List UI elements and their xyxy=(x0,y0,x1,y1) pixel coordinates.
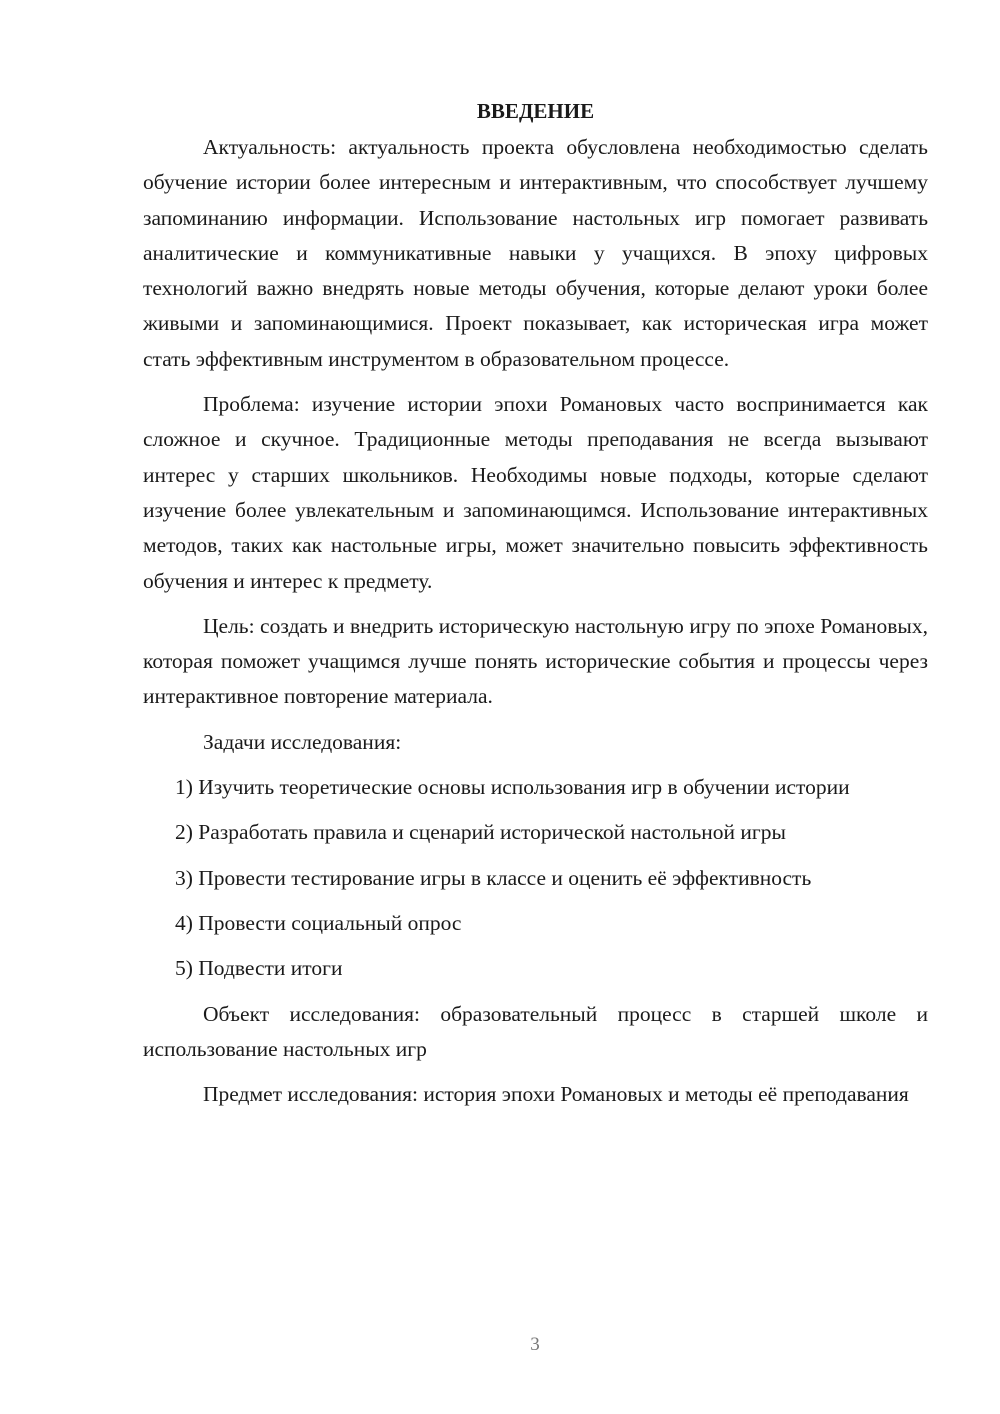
task-item-4: 4) Провести социальный опрос xyxy=(175,910,462,935)
task-item-5: 5) Подвести итоги xyxy=(175,956,343,981)
tasks-title: Задачи исследования: xyxy=(203,729,402,754)
task-item-2: 2) Разработать правила и сценарий исторической настольной игры xyxy=(175,820,786,845)
document-page xyxy=(143,96,928,1112)
paragraph-problem: Проблема: изучение истории эпохи Романовых часто воспринимается как сложное и скучное. Традиционные методы преподавания не всегда вызывают интерес у старших школьников. Необходимы новые подходы, которые сделают изучение более увлекательным и запоминающимся. Использование интерактивных методов, таких как настольные игры, может значительно повысить эффективность обучения и интерес к предмету. xyxy=(143,392,928,593)
section-heading: ВВЕДЕНИЕ xyxy=(476,99,595,123)
task-item-1: 1) Изучить теоретические основы использования игр в обучении истории xyxy=(175,775,850,800)
paragraph-relevance: Актуальность: актуальность проекта обусловлена необходимостью сделать обучение истории более интересным и интерактивным, что способствует лучшему запоминанию информации. Использование настольных игр помогает развивать аналитические и коммуникативные навыки у учащихся. В эпоху цифровых технологий важно внедрять новые методы обучения, которые делают уроки более живыми и запоминающимися. Проект показывает, как историческая игра может стать эффективным инструментом в образовательном процессе. xyxy=(143,135,928,371)
paragraph-subject: Предмет исследования: история эпохи Романовых и методы её преподавания xyxy=(203,1082,909,1107)
task-item-3: 3) Провести тестирование игры в классе и оценить её эффективность xyxy=(175,865,812,890)
paragraph-goal: Цель: создать и внедрить историческую настольную игру по эпохе Романовых, которая поможет учащимся лучше понять исторические события и процессы через интерактивное повторение материала. xyxy=(143,613,928,709)
paragraph-object: Объект исследования: образовательный процесс в старшей школе и использование настольных игр xyxy=(143,1001,928,1061)
page-number: 3 xyxy=(530,1334,540,1355)
